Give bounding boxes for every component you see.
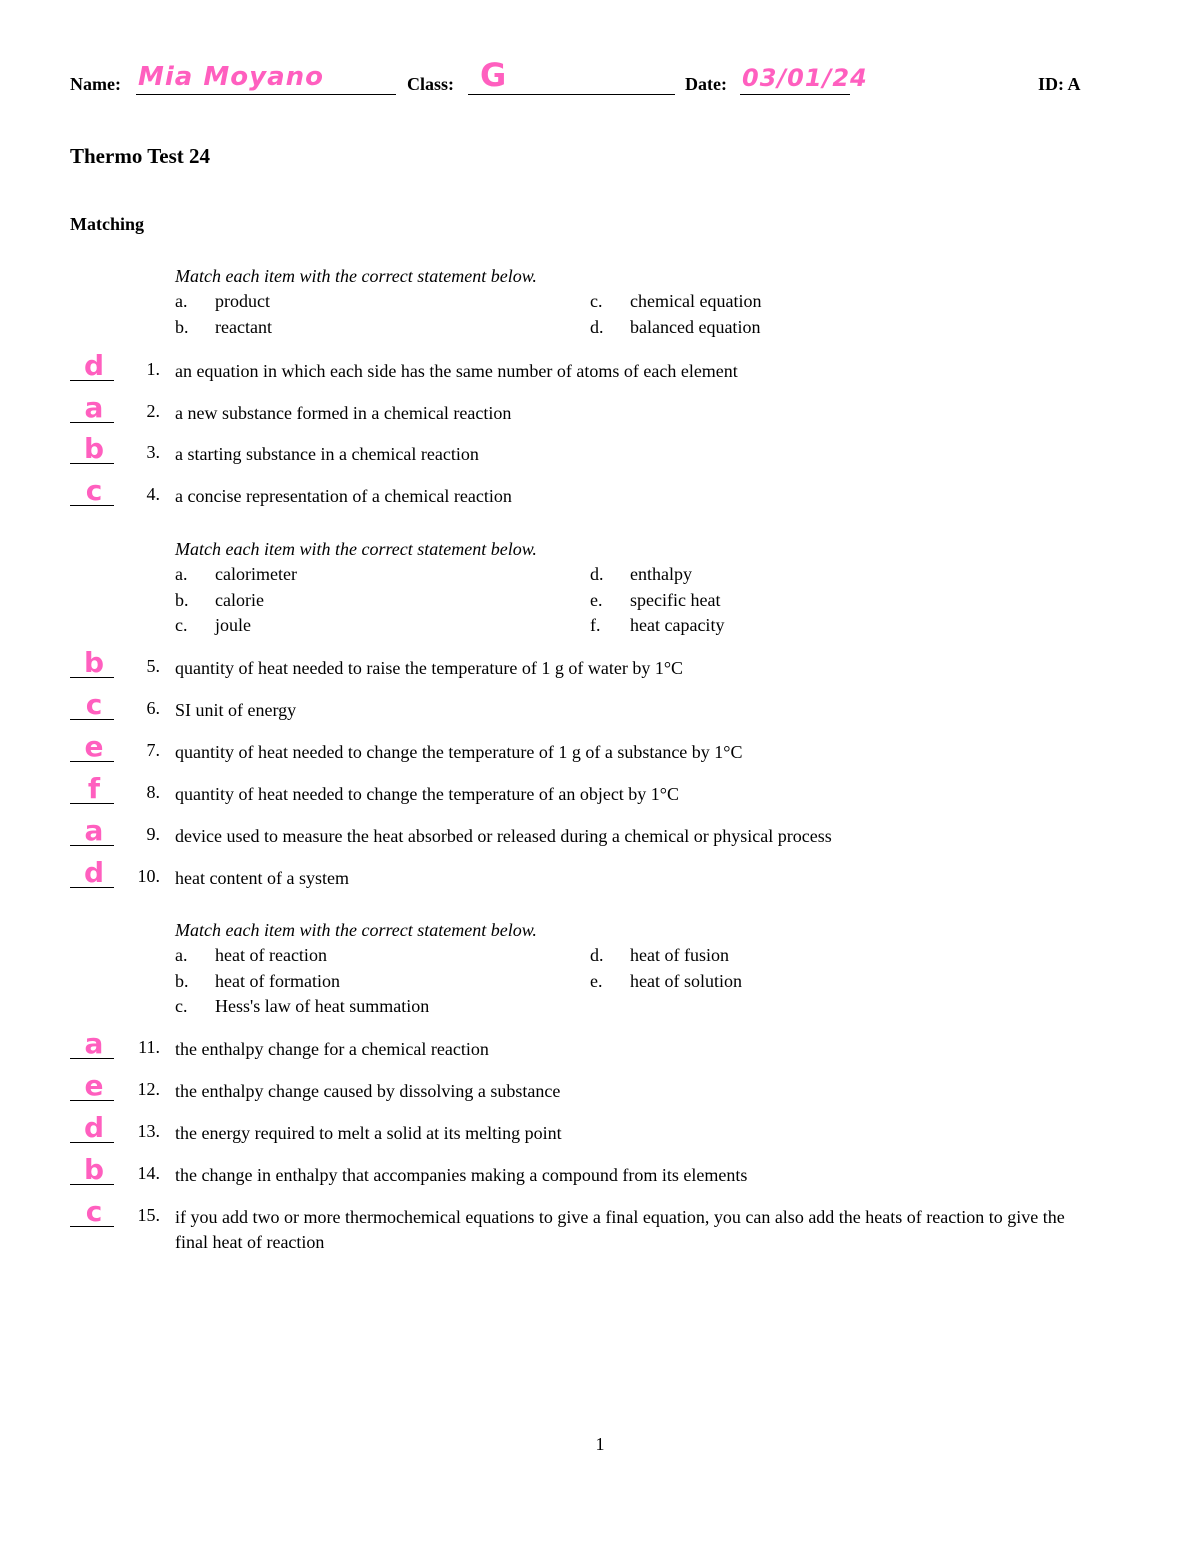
question-text: if you add two or more thermochemical equations to give a final equation, you can also add the heats of reaction to give the final heat of reaction — [175, 1207, 1065, 1252]
handwritten-answer: f — [87, 772, 101, 805]
question-text: quantity of heat needed to change the temperature of an object by 1°C — [175, 784, 680, 804]
handwritten-answer: d — [83, 349, 105, 382]
question-text: a new substance formed in a chemical reaction — [175, 403, 512, 423]
question-text: an equation in which each side has the same number of atoms of each element — [175, 361, 738, 381]
question-number: 8. — [146, 782, 160, 802]
question-number: 3. — [146, 442, 160, 462]
question-text: the energy required to melt a solid at its melting point — [175, 1123, 562, 1143]
date-value: 03/01/24 — [742, 64, 868, 92]
header — [70, 56, 1100, 102]
test-page: Name: Mia Moyano Class: G Date: 03/01/24 ID: A Thermo Test 24 Matching Match each item with the correct statement below. a. product b. reactant c. chemical equation d. balanced equation d 1. an equation in which each side has the same number of atoms of each element a 2. a new substance formed in a chemical reaction b 3. a starting substance in a chemical reaction c 4. a concise representation of a chemical reaction Match each item with the correct statement below. a. calorimeter b. calorie c. joule d. enthalpy e. specific heat f. heat capacity b 5. quantity of heat needed to raise the temperature of 1 g of water by 1°C c 6. SI unit of energy e 7. quantity of heat needed to change the temperature of 1 g of a substance by 1°C f 8. quantity of heat needed to change the temperature of an object by 1°C a 9. device used to measure the heat absorbed or released during a chemical or physical process d 10. heat content of a system Match each item with the correct statement below. a. heat of reaction b. heat of formation c. Hess's law of heat summation d. heat of fusion e. heat of solution a 11. the enthalpy change for a chemical reaction e 12. the enthalpy change caused by dissolving a substance d 13. the energy required to melt a solid at its melting point b 14. the change in enthalpy that accompanies making a compound from its elements c 15. if you add two or more thermochemical equations to give a final equation, you can also add the heats of reaction to give the final heat of reaction 1 — [0, 0, 1200, 1553]
id-label: ID: A — [1038, 74, 1081, 94]
question-number: 14. — [137, 1163, 160, 1183]
test-title: Thermo Test 24 — [70, 144, 211, 168]
question-number: 6. — [146, 698, 160, 718]
question-row — [70, 1027, 1130, 1067]
class-label: Class: — [407, 74, 455, 94]
question-text: a starting substance in a chemical reaction — [175, 444, 479, 464]
question-text: SI unit of energy — [175, 700, 297, 720]
question-row — [70, 1195, 1130, 1252]
handwritten-answer: e — [84, 730, 104, 763]
question-number: 12. — [137, 1079, 160, 1099]
name-line — [136, 94, 396, 95]
handwritten-answer: c — [85, 474, 103, 507]
question-number: 10. — [137, 866, 160, 886]
question-number: 15. — [137, 1205, 160, 1225]
question-text: the enthalpy change for a chemical reaction — [175, 1039, 489, 1059]
question-row — [70, 1153, 1130, 1193]
handwritten-answer: b — [83, 432, 105, 465]
question-row — [70, 1069, 1130, 1109]
question-number: 1. — [146, 359, 160, 379]
question-row — [70, 814, 1130, 854]
handwritten-answer: c — [85, 1195, 103, 1228]
instruction: Match each item with the correct statement below. — [175, 539, 537, 559]
instruction: Match each item with the correct statement below. — [175, 920, 537, 940]
question-row — [70, 349, 1130, 389]
section-heading: Matching — [70, 214, 144, 234]
question-row — [70, 730, 1130, 770]
handwritten-answer: d — [83, 856, 105, 889]
question-row — [70, 391, 1130, 431]
question-number: 4. — [146, 484, 160, 504]
name-label: Name: — [70, 74, 121, 94]
date-line — [740, 94, 850, 95]
question-number: 9. — [146, 824, 160, 844]
question-row — [70, 688, 1130, 728]
handwritten-answer: e — [84, 1069, 104, 1102]
question-text: quantity of heat needed to change the temperature of 1 g of a substance by 1°C — [175, 742, 743, 762]
question-row — [70, 856, 1130, 896]
page-number: 1 — [595, 1434, 605, 1454]
handwritten-answer: b — [83, 646, 105, 679]
handwritten-answer: d — [83, 1111, 105, 1144]
question-row — [70, 772, 1130, 812]
question-number: 5. — [146, 656, 160, 676]
name-value: Mia Moyano — [138, 62, 324, 92]
question-text: device used to measure the heat absorbed or released during a chemical or physical process — [175, 826, 832, 846]
question-text: a concise representation of a chemical reaction — [175, 486, 512, 506]
handwritten-answer: c — [85, 688, 103, 721]
date-label: Date: — [685, 74, 727, 94]
instruction: Match each item with the correct statement below. — [175, 266, 537, 286]
handwritten-answer: a — [84, 1027, 104, 1060]
question-text: quantity of heat needed to raise the temperature of 1 g of water by 1°C — [175, 658, 684, 678]
question-row — [70, 1111, 1130, 1151]
handwritten-answer: a — [84, 391, 104, 424]
question-number: 2. — [146, 401, 160, 421]
question-text: the enthalpy change caused by dissolving a substance — [175, 1081, 561, 1101]
question-row — [70, 646, 1130, 686]
question-number: 13. — [137, 1121, 160, 1141]
question-number: 7. — [146, 740, 160, 760]
handwritten-answer: b — [83, 1153, 105, 1186]
question-row — [70, 432, 1130, 472]
question-text: the change in enthalpy that accompanies making a compound from its elements — [175, 1165, 748, 1185]
question-row — [70, 474, 1130, 514]
handwritten-answer: a — [84, 814, 104, 847]
question-text: heat content of a system — [175, 868, 349, 888]
question-number: 11. — [138, 1037, 160, 1057]
class-value: G — [480, 56, 508, 94]
class-line — [468, 94, 675, 95]
